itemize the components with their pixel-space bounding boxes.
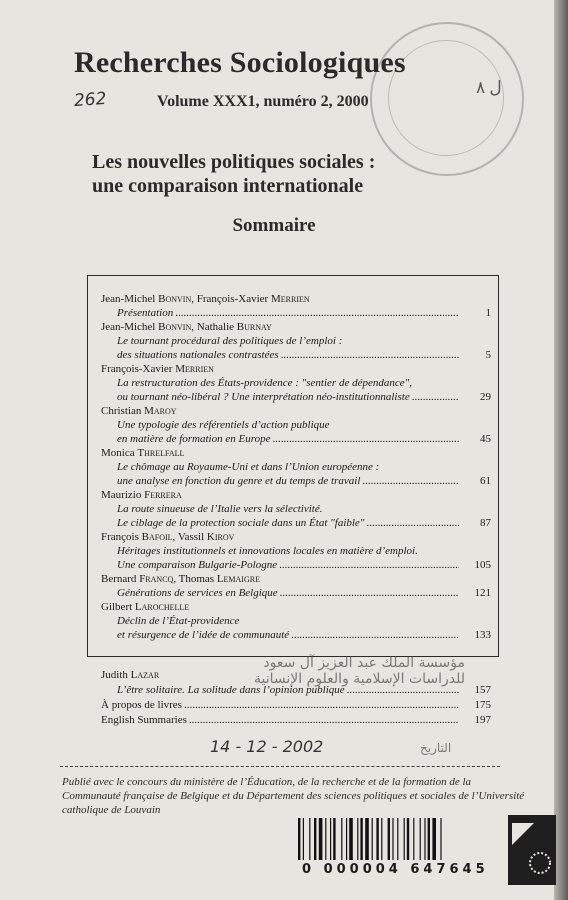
- toc-entry[interactable]: [101, 600, 491, 642]
- toc-author: Monica Threlfall: [101, 447, 185, 459]
- barcode-bar: [314, 818, 316, 860]
- toc-entry[interactable]: [101, 488, 491, 530]
- toc-title-line: Le chômage au Royaume-Uni et dans l’Union européenne :: [117, 461, 380, 473]
- barcode-bar: [404, 818, 405, 860]
- toc-title-last-line: et résurgence de l’idée de communauté ..... 133: [101, 628, 491, 642]
- toc-title-last-line: des situations nationales contrastées ..... 5: [101, 348, 491, 362]
- barcode-bar: [397, 818, 398, 860]
- barcode-bar: [346, 818, 347, 860]
- barcode-bar: [388, 818, 390, 860]
- barcode-bar: [325, 818, 326, 860]
- page-number: 121: [474, 587, 491, 599]
- toc-entry-summaries[interactable]: English Summaries ..... 197: [101, 713, 491, 728]
- barcode-number: 0 000004 647645: [302, 862, 489, 877]
- toc-title-last-line: Une comparaison Bulgarie-Pologne ..... 105: [101, 558, 491, 572]
- page-number: 1: [485, 307, 491, 319]
- publisher-note: Publié avec le concours du ministère de l’Éducation, de la recherche et de la formation de la Communauté française de Belgique et du Département des sciences politiques et sociales de l’Université catholique de Louvain: [62, 776, 525, 816]
- barcode-bar: [420, 818, 421, 860]
- leader-dots: [412, 390, 459, 404]
- issue-title-line-1: Les nouvelles politiques sociales :: [92, 151, 376, 173]
- barcode-bar: [376, 818, 378, 860]
- barcode-bar: [424, 818, 425, 860]
- divider: [60, 766, 500, 767]
- page-number: 45: [480, 433, 491, 445]
- page-number: 105: [474, 559, 491, 571]
- toc-entry[interactable]: [101, 530, 491, 572]
- leader-dots: [175, 306, 459, 320]
- barcode-bar: [365, 818, 369, 860]
- toc-entry-lazar[interactable]: L’être solitaire. La solitude dans l’opinion publique ..... 157: [101, 683, 491, 698]
- barcode-bar: [357, 818, 358, 860]
- barcode-bar: [330, 818, 331, 860]
- toc-entry[interactable]: [101, 320, 491, 362]
- toc-title-last-line: en matière de formation en Europe ..... 45: [101, 432, 491, 446]
- toc-author: Jean-Michel Bonvin, Nathalie Burnay: [101, 321, 272, 333]
- toc-author: Jean-Michel Bonvin, François-Xavier Merrien: [101, 293, 310, 305]
- barcode-bar: [360, 818, 362, 860]
- toc-title-line: Le tournant procédural des politiques de l’emploi :: [117, 335, 343, 347]
- barcode-bar: [303, 818, 304, 860]
- barcode-bar: [341, 818, 342, 860]
- toc-title-line: Déclin de l’État-providence: [117, 615, 240, 627]
- issue-title-line-2: une comparaison internationale: [92, 175, 364, 197]
- toc-title-line: Héritages institutionnels et innovations locales en matière d’emploi.: [117, 545, 418, 557]
- toc-title-last-line: ou tournant néo-libéral ? Une interprétation néo-institutionnaliste ..... 29: [101, 390, 491, 404]
- page-number: 61: [480, 475, 491, 487]
- barcode-bar: [432, 818, 436, 860]
- toc-entry[interactable]: [101, 362, 491, 404]
- issue-title: [92, 150, 492, 198]
- page-number: 133: [474, 629, 491, 641]
- toc-entry[interactable]: [101, 572, 491, 600]
- toc-entry-books[interactable]: À propos de livres ..... 175: [101, 698, 491, 713]
- leader-dots: [366, 516, 459, 530]
- leader-dots: [362, 474, 459, 488]
- toc-entry[interactable]: [101, 404, 491, 446]
- leader-dots: [280, 586, 459, 600]
- toc-title-last-line: une analyse en fonction du genre et du temps de travail ..... 61: [101, 474, 491, 488]
- toc-author: Maurizio Ferrera: [101, 489, 182, 501]
- toc-title-last-line: Le ciblage de la protection sociale dans un État "faible" ..... 87: [101, 516, 491, 530]
- barcode-bar: [440, 818, 441, 860]
- toc-author: François-Xavier Merrien: [101, 363, 214, 375]
- volume-info: Volume XXX1, numéro 2, 2000: [157, 93, 369, 110]
- toc-author: François Bafoil, Vassil Kirov: [101, 531, 235, 543]
- barcode-bar: [392, 818, 393, 860]
- toc-author: Christian Maroy: [101, 405, 177, 417]
- leader-dots: [279, 558, 459, 572]
- table-of-contents: [101, 292, 491, 642]
- page-number: 29: [480, 391, 491, 403]
- barcode-bar: [407, 818, 409, 860]
- handwritten-date: 14 - 12 - 2002: [210, 737, 324, 756]
- handwritten-reference: 262: [73, 88, 108, 112]
- toc-title-last-line: Générations de services en Belgique ..... 121: [101, 586, 491, 600]
- barcode-bar: [381, 818, 382, 860]
- toc-title-last-line: Présentation ..... 1: [101, 306, 491, 320]
- leader-dots: [281, 348, 459, 362]
- leader-dots: [272, 432, 459, 446]
- date-label: التاريخ: [420, 741, 452, 755]
- journal-title: Recherches Sociologiques: [74, 46, 406, 79]
- toc-title-line: La route sinueuse de l’Italie vers la sélectivité.: [117, 503, 323, 515]
- barcode-bar: [298, 818, 300, 860]
- publisher-logo-icon: [508, 815, 556, 885]
- barcode-bar: [413, 818, 414, 860]
- toc-entry[interactable]: [101, 446, 491, 488]
- barcode-bar: [372, 818, 373, 860]
- leader-dots: [291, 628, 459, 642]
- toc-title-line: Une typologie des référentiels d’action publique: [117, 419, 330, 431]
- page-number: 87: [480, 517, 491, 529]
- toc-author: Bernard Francq, Thomas Lemaigre: [101, 573, 260, 585]
- barcode-bar: [349, 818, 353, 860]
- barcode-bar: [319, 818, 323, 860]
- page-edge: [554, 0, 568, 900]
- barcode-bar: [428, 818, 430, 860]
- contents-heading: Sommaire: [232, 215, 316, 236]
- barcode-bar: [309, 818, 310, 860]
- barcode-bar: [333, 818, 335, 860]
- toc-author: Gilbert Larochelle: [101, 601, 190, 613]
- stamp-handwritten-mark: ل ٨: [476, 78, 502, 97]
- page-number: 5: [485, 349, 491, 361]
- arabic-handwritten-note: مؤسسة الملك عبد العزيز آل سعود للدراسات الإسلامية والعلوم الإنسانية: [254, 655, 465, 687]
- toc-entry[interactable]: [101, 292, 491, 320]
- toc-title-line: La restructuration des États-providence : "sentier de dépendance",: [117, 377, 412, 389]
- lazar-author: Judith Lazar: [101, 669, 160, 681]
